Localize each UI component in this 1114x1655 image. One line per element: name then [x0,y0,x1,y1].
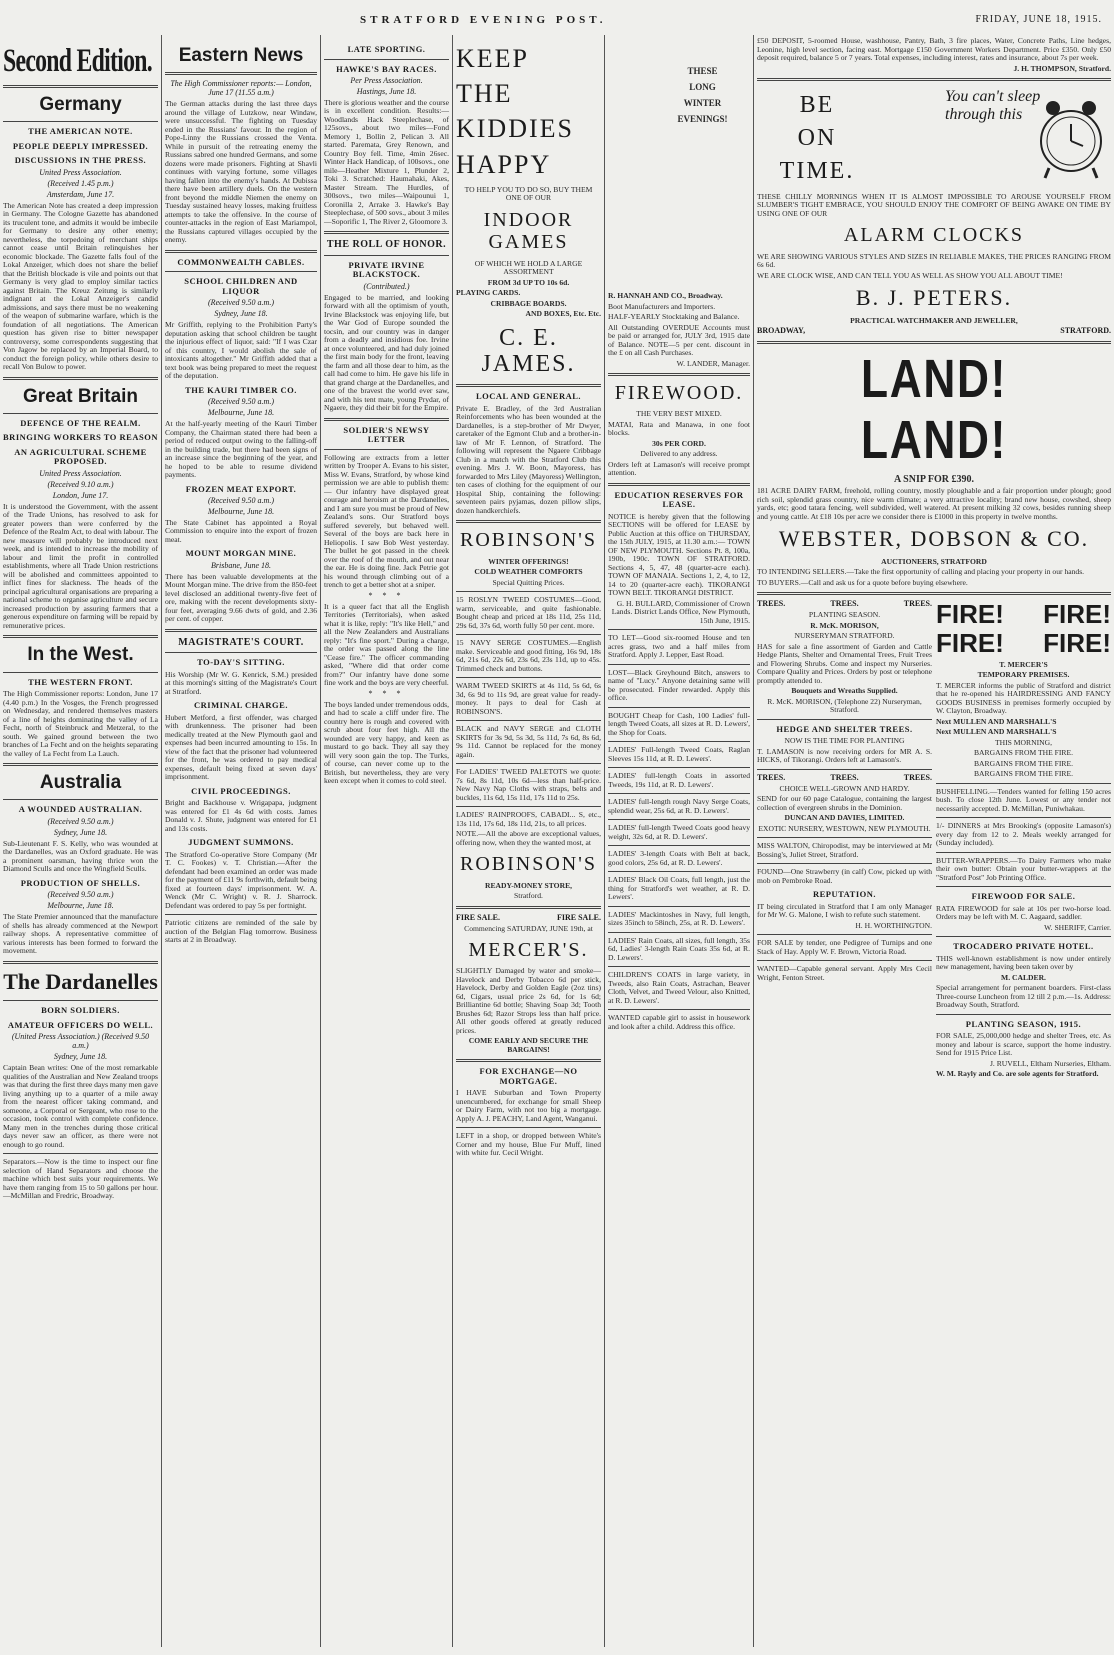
column-3: LATE SPORTING. HAWKE'S BAY RACES. Per Press Association. Hastings, June 18. There is glorious weather and the course is in excellent condition. Results:— Woodlands Hack Steeplechase, of 125sovs., about two miles—Fond Memory 1, Bollin 2, Pelican 3. All started. Paremata, Grey Renown, and Country Boy fell. Time, 4min 26sec. Winter Hack Handicap, of 100sovs., one mile—Heather Mixture 1, Plunder 2, Toki 3. Scratched: Haumahaki, Akes, Master Stream. The Hurdles, of 300sovs., two miles—Waipounui 1, Coronilla 2, Arrake 3. Hawke's Bay Steeplechase, of 500 sovs., about 3 miles—Soporific 1, The River 2, Gloomore 3. THE ROLL OF HONOR. PRIVATE IRVINE BLACKSTOCK. (Contributed.) Engaged to be married, and looking forward with all the optimism of youth, Irvine Blackstock was enjoying life, but the War God of Europe sounded the tocsin, and our country was in danger from a deadly and insidious foe. Irvine at once volunteered, and had duly joined the first main body for the front, leaving the farm and all those dear to him, as the call had come to him. He gave his life in that grand charge at the Dardanelles, and one of the bravest the world ever saw, and with his tent mate, young Prydar, of Ngaere, they did their bit for the Empire. SOLDIER'S NEWSY LETTER Following are extracts from a letter written by Trooper A. Evans to his sister, Miss W. Evans, Stratford, by whose kind permission we are able to publish them:— Our infantry have displayed great courage and heroism at the Dardanelles, and I am sure you must be proud of New Zealand's sons. Our Stratford boys suffered severely, but behaved well. Several of the boys are back here in Heliopolis. I saw Bob West yesterday. The bullet he got passed in the cheek over the roof of the mouth, and out near the ear. He is doing fine. Jack Petrie got his wound through climbing out of a trench to get a better shot at a sniper. * * * It is a queer fact that all the English Territories (Territorials), when asked what it is like, reply: "It's like Hell," and all the New Zealanders and Australians reply: "It's fine sport." During a charge, the order was passed along the line "Cease fire." The officer commanding asked, "Where did that order come from?" Our infantry have done some fine work and the boys are very cheerful. * * * The boys landed under tremendous odds, and had to scale a cliff under fire. The country here is rough and covered with scrub about four feet high. All the wounded are very happy, and keen as mustard to go back. They all say they will very soon gain the top. The Turks, of course, can never come up to the British, but nevertheless, they are very keen except when it comes to cold steel. [324,44,449,786]
ad-item: 15 NAVY SERGE COSTUMES.—English make. Serviceable and good fitting, 16s 9d, 18s 6d, 21s 6d, 22s 6d, 23s 6d, 23s 11d, up to 45s. Trimmed check and buttons. [456,638,601,673]
ad-title: ALARM CLOCKS [843,224,1025,247]
dateline: Amsterdam, June 17. [46,189,115,199]
article-body: The American Note has created a deep impression in Germany. The Cologne Gazette has abandoned its truculent tone, and admits it would be imbecile for Germany to desire any other enemy; nevertheless, the torpedoing of merchant ships cannot cease until Britain relinquishes her economic blockade. The Gazette falls foul of the Lokal Anzeiger, which does not share the belief that the British blockade is vile and points out that Germany is very glad to employ similar tactics against Britain. The Kreuz Zeitung is similarly indignant at the Lokal Anzeiger's candid admissions, and says there must be no weakening of the weapon of submarine warfare, which is the foundation of all negotiations. The American question has given rise to bitter newspaper controversy, some correspondents suggesting that Von Jagow be replaced by an Imperial Board, to conduct the foreign policy, while others desire to recall Von Bulow to power. [3,200,158,372]
nursery-column [757,600,932,1080]
subheading: THE AMERICAN NOTE. [28,126,133,137]
subheading: FOR EXCHANGE—NO MORTGAGE. [479,1066,578,1086]
ad-text: Special Quitting Prices. [492,577,565,587]
dateline: Sydney, June 18. [214,309,268,319]
classified: 1/- DINNERS at Mrs Brooking's (opposite Lamason's) every day from 12 to 2. Meals weekly arranged for (Sunday included). [936,821,1111,848]
ad-text: WINTER [683,98,722,109]
classified: LOST—Black Greyhound Bitch, answers to name of "Lucy." Anyone detaining same will be prosecuted. Finder rewarded. Apply this office. [608,667,750,703]
ad-text: WE ARE SHOWING VARIOUS STYLES AND SIZES IN RELIABLE MAKES, THE PRICES RANGING FROM 6s 6d. [757,251,1111,270]
article-body: The State Premier announced that the manufacture of shells has already commenced at the Newport railway shops. A representative committee of various interests has been formed to forward the movement. [3,912,158,956]
article-body: Patriotic citizens are reminded of the sale by auction of the Belgian Flag tomorrow. Business starts at 2 in Broadway. [165,918,317,945]
subheading: SCHOOL CHILDREN AND LIQUOR [184,276,298,296]
ad-text: NOW IS THE TIME FOR PLANTING [784,736,905,746]
subheading: AMATEUR OFFICERS DO WELL. [7,1019,154,1030]
ad-text: TEMPORARY PREMISES. [977,670,1070,680]
fire-label: FIRE! [936,628,1004,659]
ad-signature: J. RUVELL, Eltham Nurseries, Eltham. [989,1058,1111,1068]
classified: £50 DEPOSIT, 5-roomed House, washhouse, Pantry, Bath, 3 fire places, Water, Concrete Paths, Line hedges, Leonine, high level section, facing east. Mortgage £150 Government Workers Department. Price £350. Only £50 deposit required, balance 5 or 7 years. Total expenses, including interest, rates and insurance, about 7s per week. [757,36,1111,62]
column-1 [0,35,161,1647]
ad-item: For LADIES' TWEED PALETOTS we quote: 7s 6d, 8s 11d, 10s 6d—less than half-price. New Navy Nap Cloths with straps, belts and buckles, 11s 6d, 15s 11d, 17s 11d to 25s. [456,767,601,802]
subheading: BORN SOLDIERS. [41,1005,120,1016]
classified: FOR SALE by tender, one Pedigree of Turnips and one Stack of Hay. Apply W. F. Brown, Victoria Road. [757,938,932,956]
ad-signature: H. H. WORTHINGTON. [855,920,932,930]
press-association: United Press Association. [39,468,122,478]
advertiser-name: R. HANNAH AND CO., Broadway. [608,291,723,300]
column-6 [754,35,1114,1647]
article-body: Bright and Backhouse v. Wrigapapa, judgment was entered for £1 4s 6d with costs. James Donald v. J. Shute, judgment was entered for £1 and 13s costs. [165,798,317,833]
ad-text: NURSERYMAN STRATFORD. [794,631,895,641]
article-body: Sub-Lieutenant F. S. Kelly, who was wounded at the Dardanelles, was an Oxford graduate. He was a prominent oarsman, having thrice won the Diamond Sculls and once the Wingfield Sculls. [3,838,158,874]
received-time: (Received 9.50 a.m.) [47,890,114,900]
classified: LADIES' Black Oil Coats, full length, just the thing for Stratford's wet weather, at R. D. Lewers'. [608,875,750,902]
classified: THIS well-known establishment is now under entirely new management, having been taken over by [936,953,1111,972]
received-time: (United Press Association.) (Received 9.50 a.m.) [11,1032,150,1051]
classified: W. M. Rayly and Co. are sole agents for Stratford. [936,1069,1099,1079]
advertiser-name: MERCER'S. [468,939,589,962]
subheading: TROCADERO PRIVATE HOTEL. [953,941,1094,952]
subheading: HEDGE AND SHELTER TREES. [776,723,913,734]
evenings-block [655,60,750,130]
ad-text: PRACTICAL WATCHMAKER AND JEWELLER, [850,315,1018,325]
contributed: (Contributed.) [363,281,410,291]
trees-label: TREES. [830,772,859,782]
article-body: His Worship (Mr W. G. Kenrick, S.M.) presided at this morning's sitting of the Magistrate's Court at Stratford. [165,669,317,696]
subheading: PLANTING SEASON, 1915. [965,1018,1082,1029]
ad-text: Boot Manufacturers and Importers. [608,301,716,311]
ad-text: MATAI, Rata and Manawa, in one foot blocks. [608,419,750,438]
ad-text: Commencing SATURDAY, JUNE 19th, at [464,923,593,933]
subheading: HAWKE'S BAY RACES. [336,63,437,74]
subheading: BRINGING WORKERS TO REASON [3,432,158,443]
section-heading: The Dardanelles [3,968,158,994]
subheading: A WOUNDED AUSTRALIAN. [18,804,143,815]
ad-text: AUCTIONEERS, STRATFORD [881,556,987,566]
classified: RATA FIREWOOD for sale at 10s per two-horse load. Orders may be left with M. C. Aagaard, saddler. [936,903,1111,922]
ad-text: THESE CHILLY MORNINGS WHEN IT IS ALMOST IMPOSSIBLE TO AROUSE YOURSELF FROM SLUMBER'S TIGHT EMBRACE, YOU SHOULD ENJOY THE COMFORT OF BEING AWAKE ON TIME BY USING ONE OF OUR [757,191,1111,218]
subheading: AN AGRICULTURAL SCHEME PROPOSED. [14,446,147,467]
subheading: JUDGMENT SUMMONS. [188,837,294,848]
subheading: PRIVATE IRVINE BLACKSTOCK. [348,259,425,280]
classified: LADIES' 3-length Coats with Belt at back, good colors, 25s 6d, at R. D. Lewers'. [608,849,750,867]
classified: LADIES' Mackintoshes in Navy, full length, sizes 35inch to 58inch, 25s, at R. D. Lewers'. [608,909,750,928]
article-body: Captain Bean writes: One of the most remarkable qualities of the Australian and New Zealand troops was that during the first three days many men gave living anything up to a quarter of a mile away from the nearest officer taking command, and someone, a Corporal or Sergeant, who rose to the occasion, took control with complete confidence. Many men in the trenches during those critical days never saw an officer, as there were not enough to go round. [3,1063,158,1149]
ad-item: NOTE.—All the above are exceptional values, offering now, when they the wanted most, at [456,829,601,847]
ad-item: SLIGHTLY Damaged by water and smoke—Havelock and Derby Tobacco 6d per stick, Havelock, Derby and Golden Eagle (2oz tins) 6d, Cigars, usual price 2s 6d, for 1s 6d; Brilliantine 6d bottle; Shaving Soap 3d; Tooth Brushes 6d; Razor Strops less than half price. All other goods offered at greatly reduced prices. [456,966,601,1035]
classified: IT being circulated in Stratford that I am only Manager for Mr W. G. Malone, I wish to refute such statement. [757,901,932,920]
clock-icon [941,86,1111,186]
fire-sale-label: FIRE SALE. [556,912,601,922]
article-body: The German attacks during the last three days around the village of Lutzkow, near Windaw, were unsuccessful. The fighting on Tuesday ended in the Russians' favour. In the region of Pope-Linny the Russians crossed the Venta. While in pursuit of the retreating enemy the Russians sabred one hundred Germans, and some dozens were made prisoners. Fighting at Shavli continues with varying fortune, some villages having fallen into the enemy's hands. At Dubissa there have been artillery duels. On the western front beyond the middle Niemen the enemy on Tuesday sustained heavy losses, making fruitless attempts to take the offensive. In the course of counter-attacks in the region of East Mariampol, the Russians captured villages occupied by the enemy. [165,99,317,245]
kiddies-line: KEEP [456,44,529,73]
ad-text: BARGAINS FROM THE FIRE. [973,748,1073,758]
subheading: THE WESTERN FRONT. [28,676,133,687]
ad-item: 15 ROSLYN TWEED COSTUMES—Good, warm, serviceable, and quite fashionable. Bought cheap and priced at 18s 11d, 25s 11d, 29s 6d, 37s 6d, worth fully 50 per cent. more. [456,595,601,630]
classified: BOUGHT Cheap for Cash, 100 Ladies' full-length Tweed Coats, all sizes at R. D. Lewers', the Shop for Coats. [608,710,750,737]
press-association: United Press Association. [39,167,122,177]
subheading: FIREWOOD FOR SALE. [971,891,1076,902]
ad-signature: J. H. THOMPSON, Stratford. [1013,63,1111,73]
article-body: At the half-yearly meeting of the Kauri Timber Company, the Chairman stated there had been a period of reduced output owing to the falling-off in the building trade, but there had been signs of an increase since the beginning of the year, and he hoped to be able to resume dividend payments. [165,419,317,480]
section-heading: Great Britain [22,385,139,407]
dateline: London, June 17. [52,490,109,500]
ad-text: EVENINGS! [677,114,728,125]
fire-label: FIRE! [936,599,1004,630]
classified: MISS WALTON, Chiropodist, may be interviewed at Mr Bossing's, Juliet Street, Stratford. [757,841,932,859]
fire-column [936,600,1111,1080]
ad-text: THE VERY BEST MIXED. [636,409,722,419]
classified: WANTED—Capable general servant. Apply Mrs Cecil Wright, Fenton Street. [757,964,932,982]
ad-text: PLAYING CARDS. [456,288,521,298]
fire-label: FIRE! [1043,628,1111,659]
advertiser-name: R. McK. MORISON, [810,620,879,630]
received-time: (Received 1.45 p.m.) [47,178,114,188]
received-time: (Received 9.50 a.m.) [208,496,274,506]
column-2 [162,35,320,1647]
subheading: CIVIL PROCEEDINGS. [191,785,291,796]
ad-text: SEND for our 60 page Catalogue, containing the largest collection of evergreen shrubs in the Dominion. [757,794,932,812]
edition-heading: Second Edition. [3,43,152,79]
article-body: It is understood the Government, with the assent of the Trade Unions, has resolved to ask for greater powers than were conferred by the Defence of the Realm Act, to deal with labour. The new measure will probably be introduced next week, and is intended to increase the mobility of labour and limit the profit in controlled establishments, where all Trade Union restrictions will be abolished and committees appointed to inflict fines for slackness. The heads of the principal agricultural organisations are preparing a national scheme to organise agriculture and secure increased production by assuring farmers that a generous expenditure on farming will be repaid by remunerative prices. [3,501,158,630]
ad-item: LEFT in a shop, or dropped between White's Corner and my house, Blue Fur Muff, lined with white fur. Cecil Wright. [456,1131,601,1158]
subheading: DISCUSSIONS IN THE PRESS. [14,155,147,166]
masthead [0,10,1114,30]
received-time: (Received 9.50 a.m.) [47,816,114,826]
advert-separators: Separators.—Now is the time to inspect our fine selection of Hand Separators and choose the machine which best suits your requirements. We have them ranging from 15 to 50 gallons per hour.—McMillan and Fredric, Broadway. [3,1157,158,1201]
notice-body: NOTICE is hereby given that the following SECTIONS will be offered for LEASE by Public Auction at this office on THURSDAY, the 15th JULY, 1915, at 11.30 a.m.:— TOWN OF NEW PLYMOUTH. Sections Pt. 8, 100a, 190b, 190c. TOWN OF STRATFORD. Sections 4, 5, 47, 48 (quarter-acre each). TOWN OF MANAIA. Sections 1, 2, 4, to 12, 14 to 20 (quarter-acre each). TIKORANGI TOWN BELT. TIKORANGI DISTRICT. [608,511,750,598]
ad-text: AND BOXES, Etc. Etc. [525,309,601,319]
ad-text: READY-MONEY STORE, [484,880,573,890]
ad-text: BARGAINS FROM THE FIRE. [973,769,1073,779]
ad-signature: W. SHERIFF, Carrier. [1044,922,1111,932]
illustration-caption: You can't sleep through this [945,88,1041,123]
ad-text: Delivered to any address. [640,449,718,459]
column-5 [605,290,753,1647]
subheading: FROZEN MEAT EXPORT. [185,483,297,494]
ad-item: BLACK and NAVY SERGE and CLOTH SKIRTS for 3s 9d, 5s 3d, 5s 11d, 7s 6d, 8s 6d, 9s 11d. Cannot be replaced for the money again. [456,724,601,759]
advertiser-name: WEBSTER, DOBSON & CO. [778,526,1090,552]
column-4 [453,35,604,1647]
classified: LADIES' Full-length Tweed Coats, Raglan Sleeves 15s 11d, at R. D. Lewers'. [608,745,750,763]
ad-text: BARGAINS FROM THE FIRE. [973,758,1073,768]
ad-text: FROM 3d UP TO 10s 6d. [487,277,570,287]
article-body: Engaged to be married, and looking forward with all the optimism of youth, Irvine Blackstock was enjoying life, but the War God of Europe sounded the tocsin, and our country was in danger from a deadly and insidious foe. Irvine at once volunteered, and had duly joined the first main body for the front, leaving the farm and all those dear to him, as the call had come to him. He gave his life in that grand charge at the Dardanelles, and one of the bravest the world ever saw, and with his tent mate, young Prydar, of Ngaere, they did their bit for the Empire. [324,292,449,413]
trees-label: TREES. [830,599,859,609]
newspaper-title: STRATFORD EVENING POST. [360,14,607,26]
dateline: Melbourne, June 18. [207,507,275,517]
classified: BUTTER-WRAPPERS.—To Dairy Farmers who make their own butter: Obtain your butter-wrappers at the "Stratford Post" Job Printing Office. [936,855,1111,882]
trees-label: TREES. [903,599,932,609]
article-body: Following are extracts from a letter written by Trooper A. Evans to his sister, Miss W. Evans, Stratford, by whose kind permission we are able to publish them:— Our infantry have displayed great courage and heroism at the Dardanelles, and I am sure you must be proud of New Zealand's sons. Our Stratford boys suffered severely, but behaved well. Several of the boys are back here in Heliopolis. I saw Bob West yesterday. The bullet he got passed in the cheek over the roof of the mouth, and out near the ear. He is doing fine. Jack Petrie got his wound through climbing out of a trench to get a better shot at a sniper. [324,452,449,590]
ad-text: CRIBBAGE BOARDS. [490,298,567,308]
ad-text: A SNIP FOR £390. [893,474,974,486]
advertiser-name: B. J. PETERS. [855,285,1013,311]
classified: LADIES' full-length rough Navy Serge Coats, splendid wear, 25s 6d, at R. D. Lewers'. [608,797,750,815]
classified: Special arrangement for permanent boarders. First-class Three-course Luncheon from 12 till 2 p.m.—1s. Address: Broadway South, Stratford. [936,983,1111,1010]
subheading: THE KAURI TIMBER CO. [185,384,297,395]
alarm-clock-illustration [941,86,1111,186]
ad-text: Stratford. [514,891,543,901]
dateline: Melbourne, June 18. [47,901,114,911]
ad-title: LAND! LAND! [861,349,1007,470]
received-time: (Received 9.50 a.m.) [208,298,274,308]
dateline: Brisbane, June 18. [211,560,271,570]
received-time: (Received 9.50 a.m.) [208,397,274,407]
ad-title: TIME. [779,157,855,184]
advertiser-name: ROBINSON'S [460,529,597,552]
advertiser-name: C. E. JAMES. [481,324,576,378]
classified: FOR SALE, 25,000,000 hedge and shelter Trees, etc. As money and labour is scarce, support the home industry. Send for 1915 Price List. [936,1031,1111,1058]
subheading: EDUCATION RESERVES FOR LEASE. [614,489,744,510]
subheading: TO-DAY'S SITTING. [197,657,285,668]
subheading: MOUNT MORGAN MINE. [185,548,297,559]
dateline: Melbourne, June 18. [207,408,275,418]
classified: LADIES' Rain Coats, all sizes, full length, 35s 6d, Ladies' 3-length Rain Coats 35s 6d, at R. D. Lewers'. [608,935,750,962]
classified: WANTED capable girl to assist in housework and look after a child. Address this office. [608,1013,750,1031]
issue-date: FRIDAY, JUNE 18, 1915. [975,14,1102,25]
kiddies-line: HAPPY [456,149,552,179]
ad-text: T. LAMASON is now receiving orders for MR A. S. HICKS, of Tikorangi. Orders left at Lamason's. [757,746,932,765]
ad-text: Bouquets and Wreaths Supplied. [791,686,898,696]
ad-text: TO INTENDING SELLERS.—Take the first opportunity of calling and placing your property in our hands. [757,567,1085,577]
classified: LADIES' full-length Tweed Coats good heavy weight, 32s 6d, at R. D. Lewers'. [608,823,750,841]
subheading: LOCAL AND GENERAL. [475,391,582,402]
ad-text: Next MULLEN AND MARSHALL'S [936,716,1057,726]
article-body: There is glorious weather and the course is in excellent condition. Results:— Woodlands Hack Steeplechase, of 125sovs., about two miles—Fond Memory 1, Bollin 2, Pelican 3. All started. Paremata, Grey Renown, and Country Boy fell. Time, 4min 26sec. Winter Hack Handicap, of 100sovs., one mile—Heather Mixture 1, Plunder 2, Toki 3. Scratched: Haumahaki, Akes, Master Stream. The Hurdles, of 300sovs., two miles—Waipounui 1, Coronilla 2, Arrake 3. Hawke's Bay Steeplechase, of 500 sovs., about 3 miles—Soporific 1, The River 2, Gloomore 3. [324,97,449,226]
classified: LADIES' full-length Coats in assorted Tweeds, 19s 11d, at R. D. Lewers'. [608,771,750,789]
subheading: CRIMINAL CHARGE. [194,700,288,711]
section-heading: In the West. [27,644,134,666]
ad-text: Next MULLEN AND MARSHALL'S [936,727,1057,737]
section-heading: Australia [39,772,122,794]
press-association: Per Press Association. [350,76,423,86]
dateline: Sydney, June 18. [53,827,108,837]
received-time: (Received 9.10 a.m.) [47,479,114,489]
ad-text: COME EARLY AND SECURE THE BARGAINS! [468,1036,589,1054]
trees-label: TREES. [903,772,932,782]
ad-title: BE [799,92,835,118]
ad-title: FIREWOOD. [614,382,744,404]
subheading: LATE SPORTING. [347,44,426,54]
article-body: The High Commissioner reports: London, June 17 (4.40 p.m.) In the Vosges, the French progressed on Wednesday, and rendered themselves masters of a line of heights dominating the valley of La Fecht, north of Steinbruck and Metzeral, to the south. We gained ground between the two branches of La Fecht and on the heights separating the valley of La Fecht from La Lauch. [3,689,158,758]
article-body: There has been valuable developments at the Mount Morgan mine. The drive from the 850-feet level disclosed an additional twenty-five feet of ore, making with the recent developments sixty-four feet, averaging 9.66 dwts of gold, and 2.36 per cent. of copper. [165,571,317,624]
subheading: PEOPLE DEEPLY IMPRESSED. [12,140,149,151]
ad-text: Orders left at Lamason's will receive prompt attention. [608,459,750,478]
advertiser-name: T. MERCER'S [999,659,1048,669]
ad-text: WINTER OFFERINGS! [488,556,569,566]
ad-text: 30s PER CORD. [652,438,706,448]
article-body: Mr Griffith, replying to the Prohibition Party's deputation asking that school children be taught the injurious effect of liquor, said: "If I was Czar of this country, I would abolish the sale of intoxicants altogether." Mr Griffith added that a text book was being prepared to meet the request of the deputation. [165,320,317,381]
subheading: PRODUCTION OF SHELLS. [20,877,141,888]
ad-text: STRATFORD. [1060,326,1111,336]
ad-signature: W. LANDER, Manager. [676,358,750,368]
subheading: SOLDIER'S NEWSY LETTER [343,424,430,445]
classified: BUSHFELLING.—Tenders wanted for felling 150 acres bush. To close 12th June. Lowest or any tender not necessarily accepted. D. McMillan, Puniwhakau. [936,786,1111,813]
subheading: REPUTATION. [812,889,877,900]
advertiser-name: M. CALDER. [1001,972,1046,982]
advertiser-name: DUNCAN AND DAVIES, LIMITED. [784,813,905,823]
ad-text: All Outstanding OVERDUE Accounts must be paid or arranged for, JULY 3rd, 1915 date of Balance. NOTE—5 per cent. discount in the £ on all Cash Purchases. [608,322,750,357]
subheading: COMMONWEALTH CABLES. [177,256,305,267]
ad-text: THIS MORNING, [995,737,1052,747]
ad-signature: G. H. BULLARD, Commissioner of Crown Lands. District Lands Office, New Plymouth, 15th June, 1915. [611,598,750,625]
ad-text: HAS for sale a fine assortment of Garden and Cattle Hedge Plants, Shelter and Ornamental Trees, Fruit Trees and Flowering Shrubs. Come and inspect my Nurseries. Compare Quality and Prices. Orders by post or telephone promptly attended to. [757,641,932,685]
ad-text: THESE [687,66,718,76]
ad-text: CHOICE WELL-GROWN AND HARDY. [779,783,910,793]
ad-text: COLD WEATHER COMFORTS [474,567,583,577]
ad-text: EXOTIC NURSERY, WESTOWN, NEW PLYMOUTH. [758,823,931,833]
subheading: DEFENCE OF THE REALM. [20,417,141,428]
ad-text: LONG [689,82,716,93]
dateline: Sydney, June 18. [53,1052,108,1062]
trees-label: TREES. [757,772,786,782]
classified: FOUND—One Strawberry (in calf) Cow, picked up with mob on Pembroke Road. [757,867,932,885]
article-body: The State Cabinet has appointed a Royal Commission to enquire into the export of frozen meat. [165,517,317,544]
ad-text: 181 ACRE DAIRY FARM, freehold, rolling country, mostly ploughable and a fair proportion under plough; good rich soil, splendid grass country, nice warm climate; a very attractive locality; brand new house, cowshed, sheep yards, etc; good tatara fencing, well subdivided, well watered. At present milking 32 cows, besides running sheep and young cattle. At £18 10s per acre we consider there is £1000 in this property in twelve months. [757,486,1111,521]
classified: TO LET—Good six-roomed House and ten acres grass, two and a half miles from Stratford. Apply J. Lepper, East Road. [608,633,750,660]
fire-label: FIRE! [1043,599,1111,630]
article-body: It is a queer fact that all the English Territories (Territorials), when asked what it is like, reply: "It's like Hell," and all the New Zealanders and Australians reply: "It's fine sport." During a charge, the order was passed along the line "Cease fire." The officer commanding asked, "Where did that order come from?" Our infantry have done some fine work and the boys are very cheerful. [324,601,449,688]
kiddies-line: THE [456,79,513,109]
dateline: The High Commissioner reports:— London, June 17 (11.55 a.m.) [170,79,312,98]
ad-text: WE ARE CLOCK WISE, AND CAN TELL YOU AS WELL AS SHOW YOU ALL ABOUT TIME! [757,270,1063,280]
trees-label: TREES. [757,599,786,609]
ad-item: I HAVE Suburban and Town Property unencumbered, for exchange for small Sheep or Dairy Farm, with not too big a mortgage. Apply A. J. PEACHY, Land Agent, Wanganui. [456,1088,601,1123]
ad-text: TO HELP YOU TO DO SO, BUY THEM ONE OF OUR [464,184,593,203]
article-body: Private E. Bradley, of the 3rd Australian Reinforcements who has been wounded at the Dardanelles, is a step-brother of Mr Dwyer, caretaker of the Egmont Club and a brother-in-law of Mr F. Lennon, of Stratford. The following will represent the Ngaere Cribbage Club in a match with the Stratford Club this evening. Mrs J. W. Boon, Mayoress, has forwarded to Mrs Liley (Mayoress) Wellington, ten cases of clothing for the equipment of our Hospital Ship, containing the following: seventeen pairs pyjamas, dozen pillow slips, dozen handkerchiefs. [456,403,601,515]
dateline: Hastings, June 18. [356,86,417,96]
article-body: The Stratford Co-operative Store Company (Mr T. C. Fookes) v. T. Christian.—After the defendant had been examined an order was made for the payment of £11 9s forthwith, default being fixed at fourteen days' imprisonment. W. A. Wenck (Mr C. Wright) v. R. J. Sharrock. Defendant was ordered to pay 5s per fortnight. [165,849,317,910]
ad-text: OF WHICH WE HOLD A LARGE ASSORTMENT [474,258,583,277]
ad-text: T. MERCER informs the public of Stratford and district that he re-opened his HAIRDRESSING AND FANCY GOODS BUSINESS in premises formerly occupied by W. Clayton, Broadway. [936,680,1111,716]
subheading: MAGISTRATE'S COURT. [178,636,304,648]
ad-text: TO BUYERS.—Call and ask us for a quote before buying elsewhere. [757,577,968,587]
ad-text: BROADWAY, [757,326,806,336]
ad-item: LADIES' RAINPROOFS, CABADI... S, etc., 13s 11d, 17s 6d, 18s 11d, 21s, to all prices. [456,810,601,828]
advertiser-name: ROBINSON'S [460,853,597,876]
kiddies-line: KIDDIES [456,114,574,144]
ad-title: INDOOR GAMES [483,208,574,254]
ad-text: R. McK. MORISON, (Telephone 22) Nurseryman, Stratford. [767,696,922,715]
subheading: THE ROLL OF HONOR. [326,239,447,251]
ad-text: HALF-YEARLY Stocktaking and Balance. [608,312,740,321]
section-heading: Germany [39,93,122,115]
ad-text: PLANTING SEASON. [808,610,881,620]
article-body: The boys landed under tremendous odds, and had to scale a cliff under fire. The country here is rough and covered with scrub about four feet high. All the wounded are very happy, and keen as mustard to go back. They all say they will very soon gain the top. The Turks, of course, can never come up to the British, but nevertheless, they are very keen except when it comes to cold steel. [324,699,449,786]
section-heading: Eastern News [178,45,304,66]
ad-item: WARM TWEED SKIRTS at 4s 11d, 5s 6d, 6s 3d, 6s 9d to 11s 9d, are great value for ready-money. It pays to deal for Cash at ROBINSON'S. [456,681,601,716]
article-body: Hubert Metford, a first offender, was charged with drunkenness. The prisoner had been medically treated at the New Plymouth gaol and expenses had been incurred amounting to 15s. In view of the fact that the prisoner had volunteered for the front, he was ordered to pay medical expenses, default being fixed at seven days' imprisonment. [165,712,317,782]
fire-sale-label: FIRE SALE. [456,912,501,922]
classified: CHILDREN'S COATS in large variety, in Tweeds, also Rain Coats, Astrachan, Beaver Cloth, Velvet, and Tweed Velour, also Knitted, at R. D. Lewers'. [608,970,750,1005]
ad-title: ON [797,124,837,151]
